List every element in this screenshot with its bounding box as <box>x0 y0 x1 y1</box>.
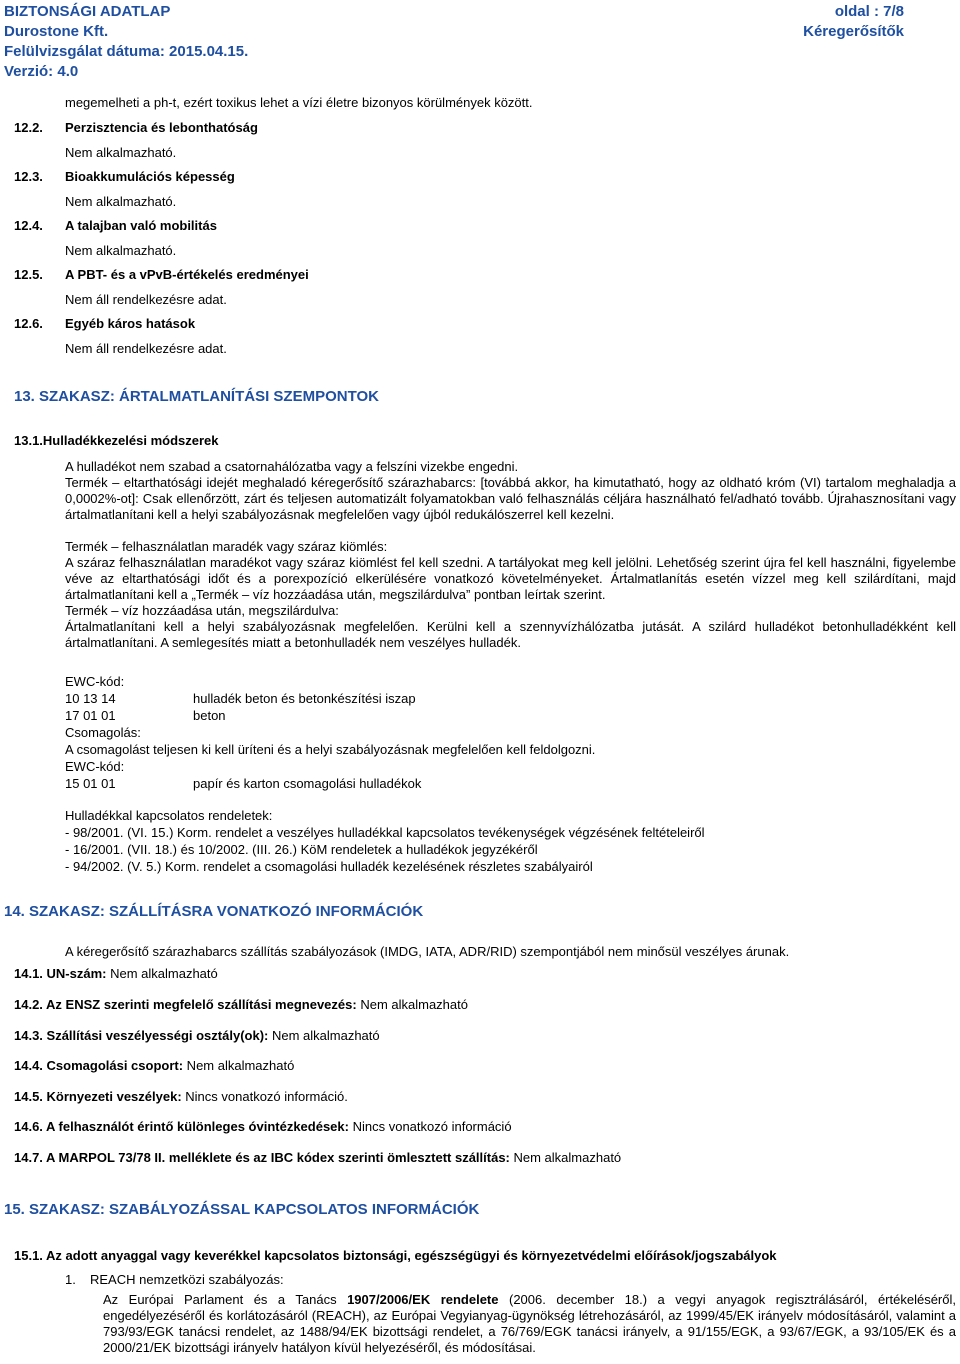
reach-paragraph <box>103 1292 956 1356</box>
section15-subheading: 15.1. Az adott anyaggal vagy keverékkel kapcsolatos biztonsági, egészségügyi és környezetvédelmi előírások/jogszabályok <box>14 1248 777 1263</box>
transport-label: 14.7. A MARPOL 73/78 II. melléklete és az IBC kódex szerinti ömlesztett szállítás: <box>14 1150 510 1165</box>
document-title: BIZTONSÁGI ADATLAP <box>4 3 171 20</box>
transport-label: 14.3. Szállítási veszélyességi osztály(ok): <box>14 1028 269 1043</box>
list-number: 1. <box>65 1272 76 1287</box>
ewc-description: beton <box>193 708 226 723</box>
ewc-code: 15 01 01 <box>65 776 116 791</box>
ewc-description: papír és karton csomagolási hulladékok <box>193 776 422 791</box>
transport-value: Nem alkalmazható <box>356 997 468 1012</box>
transport-label: 14.5. Környezeti veszélyek: <box>14 1089 182 1104</box>
transport-item <box>14 1150 621 1166</box>
ewc-code: 17 01 01 <box>65 708 116 723</box>
product-name: Kéregerősítők <box>803 23 904 40</box>
section13-subheading: 13.1.Hulladékkezelési módszerek <box>14 433 219 448</box>
ewc-code: 10 13 14 <box>65 691 116 706</box>
transport-item <box>14 966 218 982</box>
transport-item <box>14 1119 512 1135</box>
item-number: 12.6. <box>14 316 43 331</box>
item-title: A talajban való mobilitás <box>65 218 217 233</box>
item-value: Nem áll rendelkezésre adat. <box>65 341 227 356</box>
regulations-label: Hulladékkal kapcsolatos rendeletek: <box>65 808 273 823</box>
section13-heading: 13. SZAKASZ: ÁRTALMATLANÍTÁSI SZEMPONTOK <box>14 388 379 405</box>
section15-heading: 15. SZAKASZ: SZABÁLYOZÁSSAL KAPCSOLATOS INFORMÁCIÓK <box>4 1201 480 1218</box>
paragraph: A száraz felhasználatlan maradékot vagy száraz kiömlést fel kell szedni. A tartályokat meg kell jelölni. Lehetőség szerint újra fel kell használni, figyelembe véve az eltarthatósági időt és a porexpozíció elkerülésére vonatkozó követelményeket. Ártalmatlanítás esetén vízzel meg kell szilárdítani, majd ártalmatlanítani kell a „Termék – víz hozzáadása után, megszilárdulva” pontban leírtak szerint. <box>65 555 956 602</box>
paragraph: Termék – víz hozzáadása után, megszilárdulva: <box>65 603 339 618</box>
section14-heading: 14. SZAKASZ: SZÁLLÍTÁSRA VONATKOZÓ INFORMÁCIÓK <box>4 903 424 920</box>
item-title: A PBT- és a vPvB-értékelés eredményei <box>65 267 309 282</box>
reach-text: Az Európai Parlament és a Tanács <box>103 1292 348 1307</box>
regulation-item: - 16/2001. (VII. 18.) és 10/2002. (III. 26.) KöM rendeletek a hulladékok jegyzékéről <box>65 842 538 857</box>
item-number: 12.2. <box>14 120 43 135</box>
item-value: Nem alkalmazható. <box>65 145 177 160</box>
list-title: REACH nemzetközi szabályozás: <box>90 1272 284 1287</box>
ewc-description: hulladék beton és betonkészítési iszap <box>193 691 416 706</box>
item-number: 12.4. <box>14 218 43 233</box>
transport-value: Nincs vonatkozó információ <box>348 1119 512 1134</box>
transport-item <box>14 997 468 1013</box>
paragraph: Termék – felhasználatlan maradék vagy száraz kiömlés: <box>65 539 388 554</box>
transport-value: Nem alkalmazható <box>268 1028 380 1043</box>
packaging-label: Csomagolás: <box>65 725 141 740</box>
paragraph: Ártalmatlanítani kell a helyi szabályozásnak megfelelően. Kerülni kell a szennyvízhálózatba jutását. A szilárd hulladékot betonhulladékként kell ártalmatlanítani. A semlegesítés miatt a betonhulladék nem veszélyes hulladék. <box>65 619 956 650</box>
transport-value: Nincs vonatkozó információ. <box>181 1089 348 1104</box>
section12-intro: megemelheti a ph-t, ezért toxikus lehet a vízi életre bizonyos körülmények között. <box>65 95 533 110</box>
item-title: Egyéb káros hatások <box>65 316 196 331</box>
item-value: Nem alkalmazható. <box>65 243 177 258</box>
reach-text: (2006. december 18.) a vegyi anyagok regisztrálásáról, értékeléséről, engedélyezéséről és korlátozásáról (REACH), az Európai Vegyianyag-ügynökség létrehozásáról, az 1999/45/EK irányelv módosításáról, valamint a 793/93/EGK tanácsi rendelet, az 1488/94/EK bizottsági rendelet, a 76/769/EGK tanácsi irányelv, a 91/155/EGK, a 93/67/EGK, a 93/105/EK és a 2000/21/EK bizottsági irányelv hatályon kívül helyezéséről, és módosításai. <box>103 1292 956 1355</box>
reach-regulation: 1907/2006/EK rendelete <box>347 1292 499 1307</box>
item-title: Bioakkumulációs képesség <box>65 169 235 184</box>
transport-label: 14.1. UN-szám: <box>14 966 107 981</box>
ewc-label: EWC-kód: <box>65 674 125 689</box>
item-title: Perzisztencia és lebonthatóság <box>65 120 258 135</box>
packaging-text: A csomagolást teljesen ki kell üríteni és a helyi szabályozásnak megfelelően kell feldolgozni. <box>65 742 596 757</box>
transport-label: 14.2. Az ENSZ szerinti megfelelő szállítási megnevezés: <box>14 997 357 1012</box>
transport-value: Nem alkalmazható <box>183 1058 295 1073</box>
item-number: 12.3. <box>14 169 43 184</box>
ewc-row <box>65 776 421 792</box>
item-value: Nem alkalmazható. <box>65 194 177 209</box>
regulation-item: - 94/2002. (V. 5.) Korm. rendelet a csomagolási hulladék kezelésének részletes szabályairól <box>65 859 593 874</box>
company-name: Durostone Kft. <box>4 23 109 40</box>
ewc-row <box>65 691 416 707</box>
paragraph: Termék – eltarthatósági idejét meghaladó kéregerősítő szárazhabarcs: [továbbá akkor, ha kimutatható, hogy az oldható króm (VI) tartalom meghaladja a 0,0002%-ot]: Csak ellenőrzött, zárt és teljesen automatizált folyamatokban való felhasználás céljára használható fel/adható tovább. Újrahasznosítani vagy ártalmatlanítani kell a helyi szabályozásnak megfelelően vagy újból redukálószerrel kell kezelni. <box>65 475 956 522</box>
document-header <box>4 2 904 82</box>
transport-label: 14.6. A felhasználót érintő különleges óvintézkedések: <box>14 1119 349 1134</box>
transport-item <box>14 1089 348 1105</box>
version: Verzió: 4.0 <box>4 63 79 80</box>
transport-item <box>14 1028 380 1044</box>
revision-date: Felülvizsgálat dátuma: 2015.04.15. <box>4 43 249 60</box>
item-number: 12.5. <box>14 267 43 282</box>
transport-label: 14.4. Csomagolási csoport: <box>14 1058 184 1073</box>
item-value: Nem áll rendelkezésre adat. <box>65 292 227 307</box>
section14-intro: A kéregerősítő szárazhabarcs szállítás szabályozások (IMDG, IATA, ADR/RID) szempontjából nem minősül veszélyes árunak. <box>65 944 790 959</box>
regulation-item: - 98/2001. (VI. 15.) Korm. rendelet a veszélyes hulladékkal kapcsolatos tevékenységek végzésének feltételeiről <box>65 825 705 840</box>
transport-value: Nem alkalmazható <box>106 966 218 981</box>
ewc-label: EWC-kód: <box>65 759 125 774</box>
page-number: oldal : 7/8 <box>834 3 904 20</box>
ewc-row <box>65 708 226 724</box>
section13-body <box>65 459 956 651</box>
transport-item <box>14 1058 294 1074</box>
paragraph: A hulladékot nem szabad a csatornahálózatba vagy a felszíni vizekbe engedni. <box>65 459 519 474</box>
transport-value: Nem alkalmazható <box>509 1150 622 1165</box>
